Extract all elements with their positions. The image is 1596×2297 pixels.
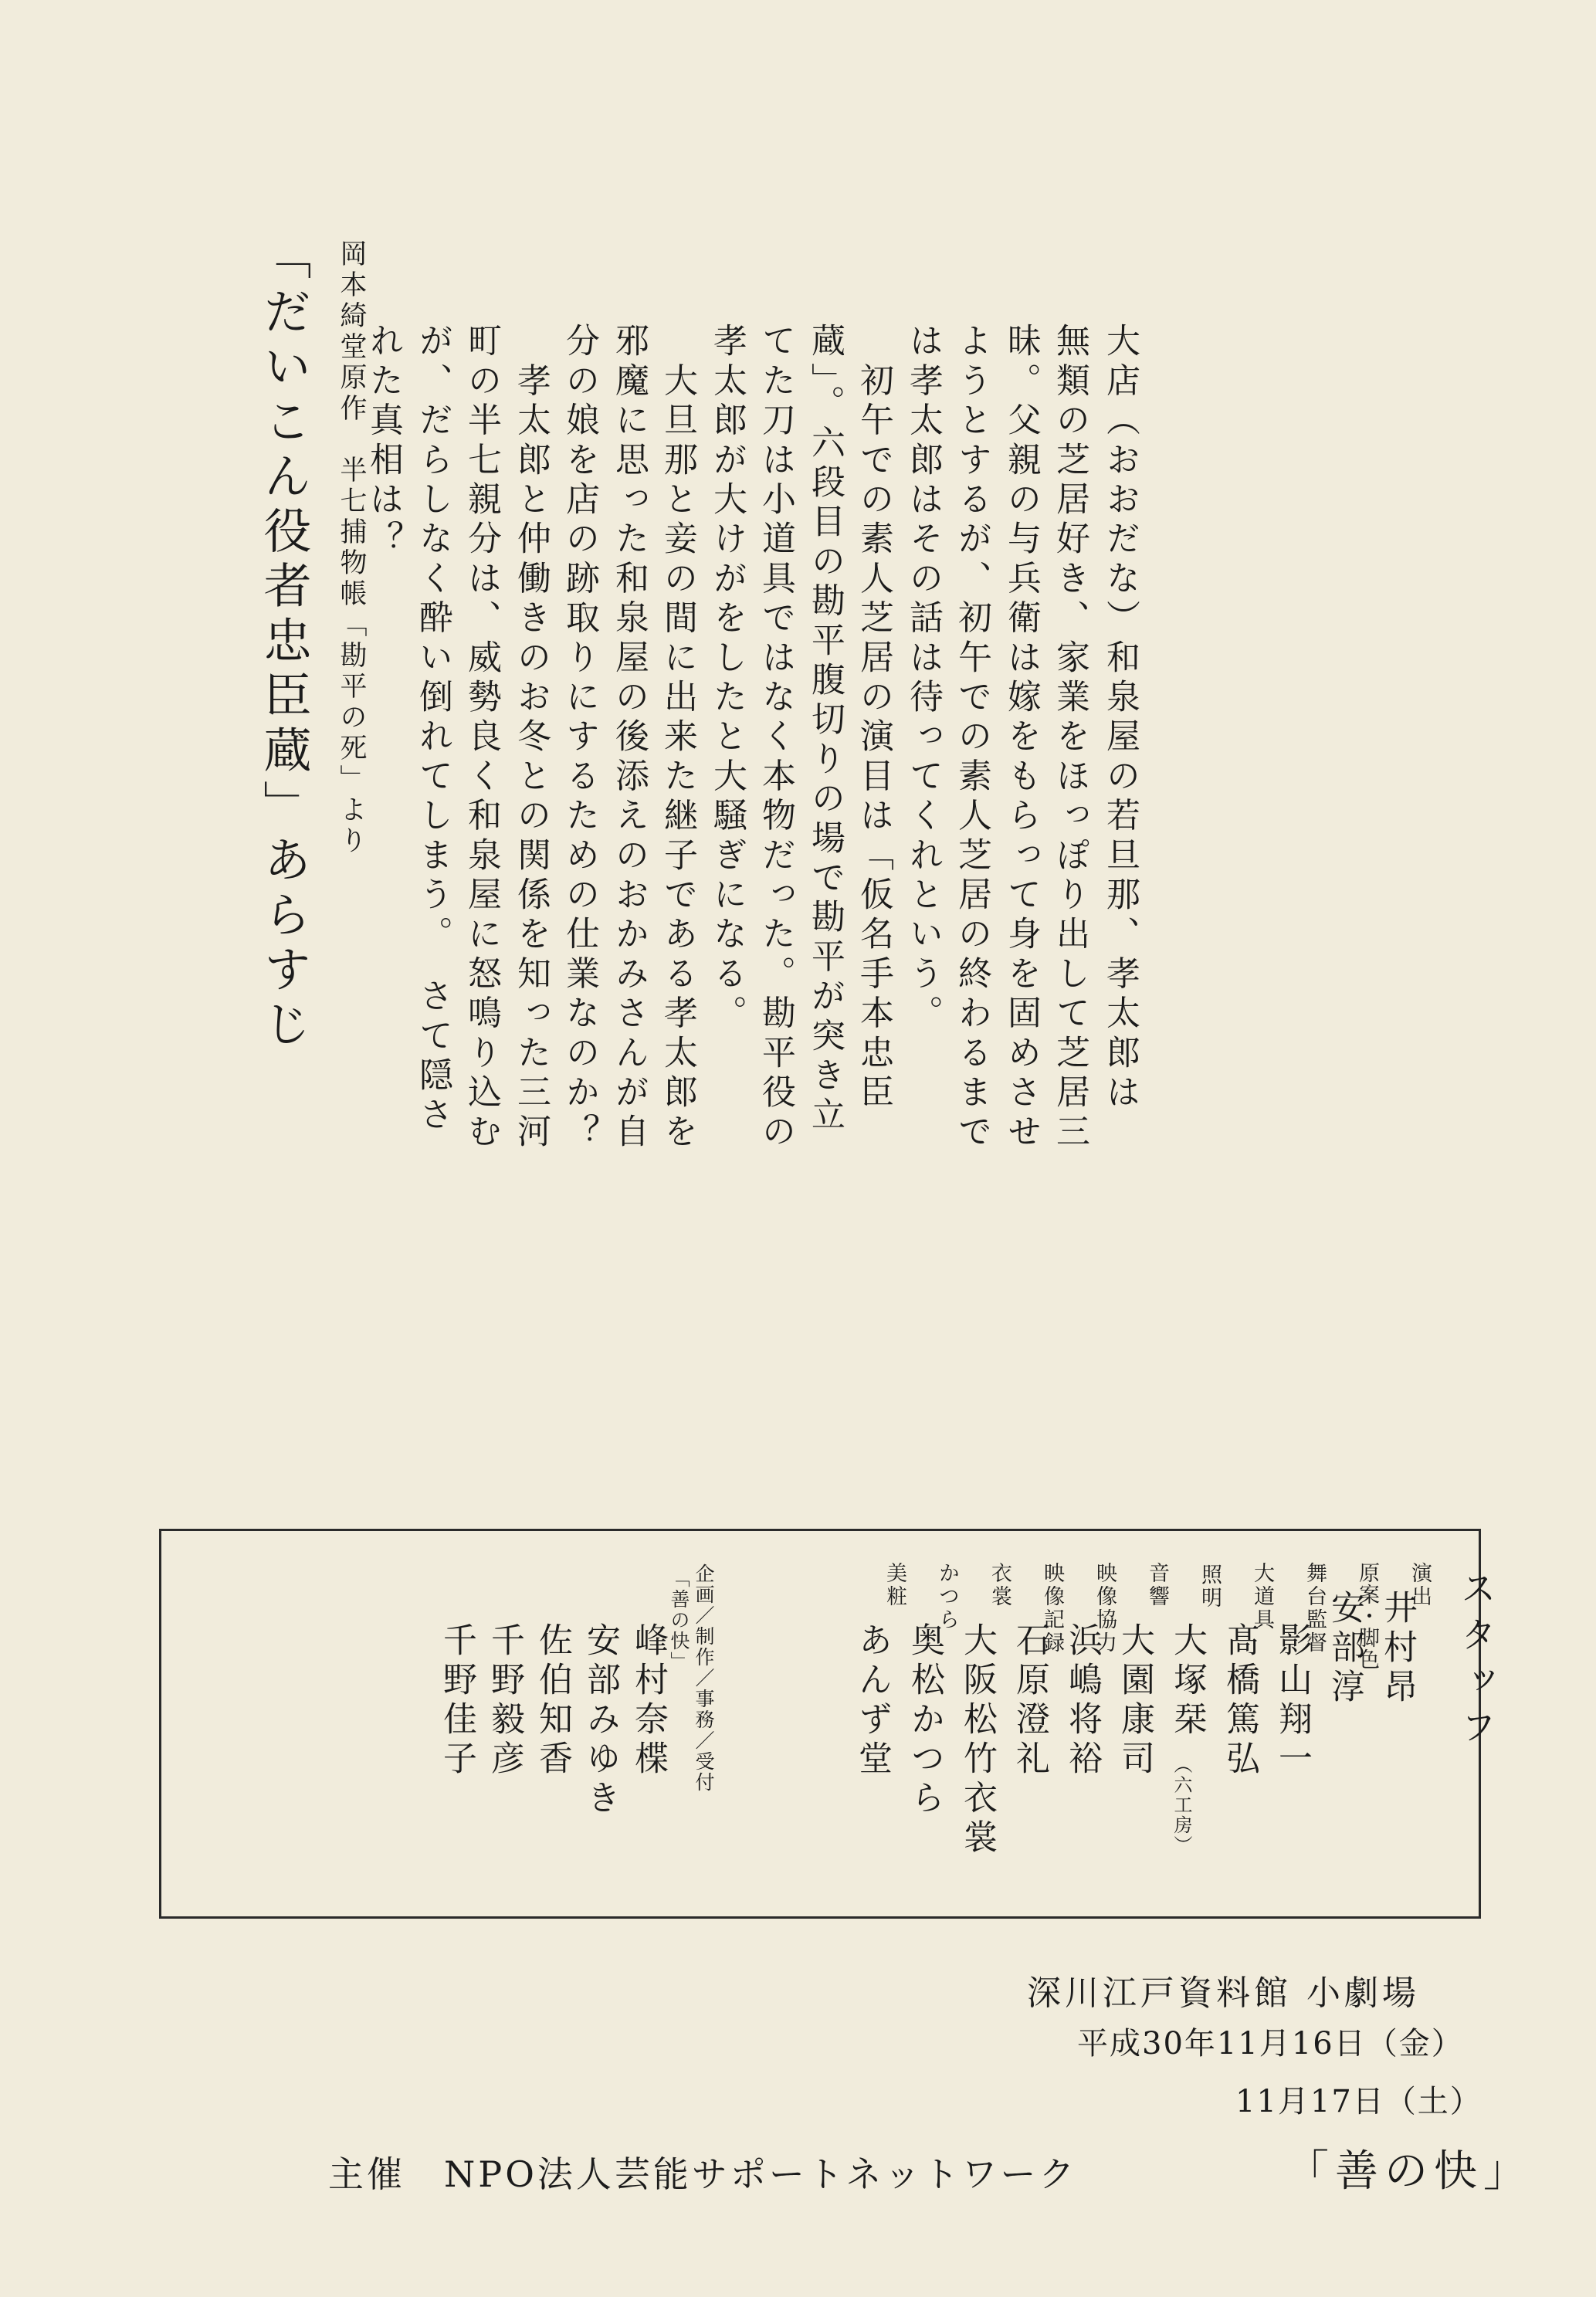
staff-role: 照明 [1198,1564,1222,1610]
synopsis-line: 町の半七親分は、威勢良く和泉屋に怒鳴り込む [462,323,501,1154]
synopsis-line: 分の娘を店の跡取りにするための仕業なのか？ [560,323,599,1154]
staff-role: 衣裳 [988,1562,1011,1608]
synopsis-line: ようとするが、初午での素人芝居の終わるまで [952,323,991,1154]
synopsis-line: が、だらしなく酔い倒れてしまう。 さて隠さ [413,323,452,1137]
synopsis-line: 孝太郎が大けがをしたと大騒ぎになる。 [707,323,747,1035]
staff-role: 大道具 [1250,1562,1274,1631]
staff-role: 映像記録 [1040,1562,1064,1655]
production-member: 千野毅彦 [485,1622,524,1780]
staff-name: 井村昂 [1377,1590,1417,1708]
troupe-name: 「善の快」 [1286,2146,1533,2197]
staff-affiliation: （六工房） [1171,1755,1192,1855]
synopsis-line: 大店（おおだな）和泉屋の若旦那、孝太郎は [1100,323,1140,1113]
synopsis-line: てた刀は小道具ではなく本物だった。勘平役の [756,323,795,1154]
staff-name: 大園康司 [1115,1622,1154,1780]
staff-name: 大阪松竹衣裳 [957,1622,997,1858]
staff-role: 演出 [1408,1562,1432,1608]
venue: 深川江戸資料館 小劇場 [1027,1973,1420,2013]
staff-role: かつら [935,1562,959,1631]
staff-role: 美粧 [883,1562,906,1608]
staff-name: 髙橋篤弘 [1220,1622,1259,1780]
staff-role: 映像協力 [1093,1562,1117,1655]
synopsis-line: 大旦那と妾の間に出来た継子である孝太郎を [658,323,697,1154]
organizer: 主催 NPO法人芸能サポートネットワーク [328,2153,1078,2195]
staff-box [159,1529,1497,1919]
staff-name: 石原澄礼 [1010,1622,1049,1780]
production-member: 千野佳子 [437,1622,476,1780]
production-group-name: 「善の快」 [668,1568,690,1672]
source-credit: 岡本綺堂原作 半七捕物帳「勘平の死」より [336,239,367,857]
performance-date-2: 11月17日（土） [1235,2084,1482,2119]
synopsis-line: 昧。父親の与兵衛は嫁をもらって身を固めさせ [1001,323,1041,1154]
synopsis-line: れた真相は？ [364,323,403,561]
staff-role: 原案・脚色 [1355,1562,1379,1670]
staff-name: 浜嶋将裕 [1062,1622,1102,1780]
staff-name: あんず堂 [852,1622,892,1780]
synopsis-line: 蔵」。六段目の勘平腹切りの場で勘平が突き立 [805,323,845,1137]
performance-date-1: 平成30年11月16日（金） [1077,2026,1464,2062]
staff-name: 奥松かつら [905,1622,944,1819]
staff-name: 安部淳 [1325,1590,1364,1708]
synopsis-line: 孝太郎と仲働きのお冬との関係を知った三河 [511,323,551,1154]
synopsis-line: 初午での素人芝居の演目は「仮名手本忠臣 [854,323,893,1113]
synopsis-line: 無類の芝居好き、家業をほっぽり出して芝居三 [1050,323,1089,1154]
staff-name: 影山翔一 [1272,1622,1312,1780]
production-role: 企画／制作／事務／受付 [693,1564,715,1793]
synopsis-line: は孝太郎はその話は待ってくれという。 [903,323,943,1035]
synopsis-title: 「だいこん役者忠臣蔵」あらすじ [256,232,312,1054]
staff-role: 舞台監督 [1303,1562,1327,1655]
staff-heading: スタッフ [1455,1570,1497,1755]
staff-role: 音響 [1145,1562,1169,1608]
production-member: 佐伯知香 [533,1622,572,1780]
production-member: 安部みゆき [581,1622,620,1819]
staff-name: 大塚栞 [1167,1622,1207,1740]
synopsis-line: 邪魔に思った和泉屋の後添えのおかみさんが自 [609,323,649,1154]
production-member: 峰村奈楪 [629,1622,668,1780]
